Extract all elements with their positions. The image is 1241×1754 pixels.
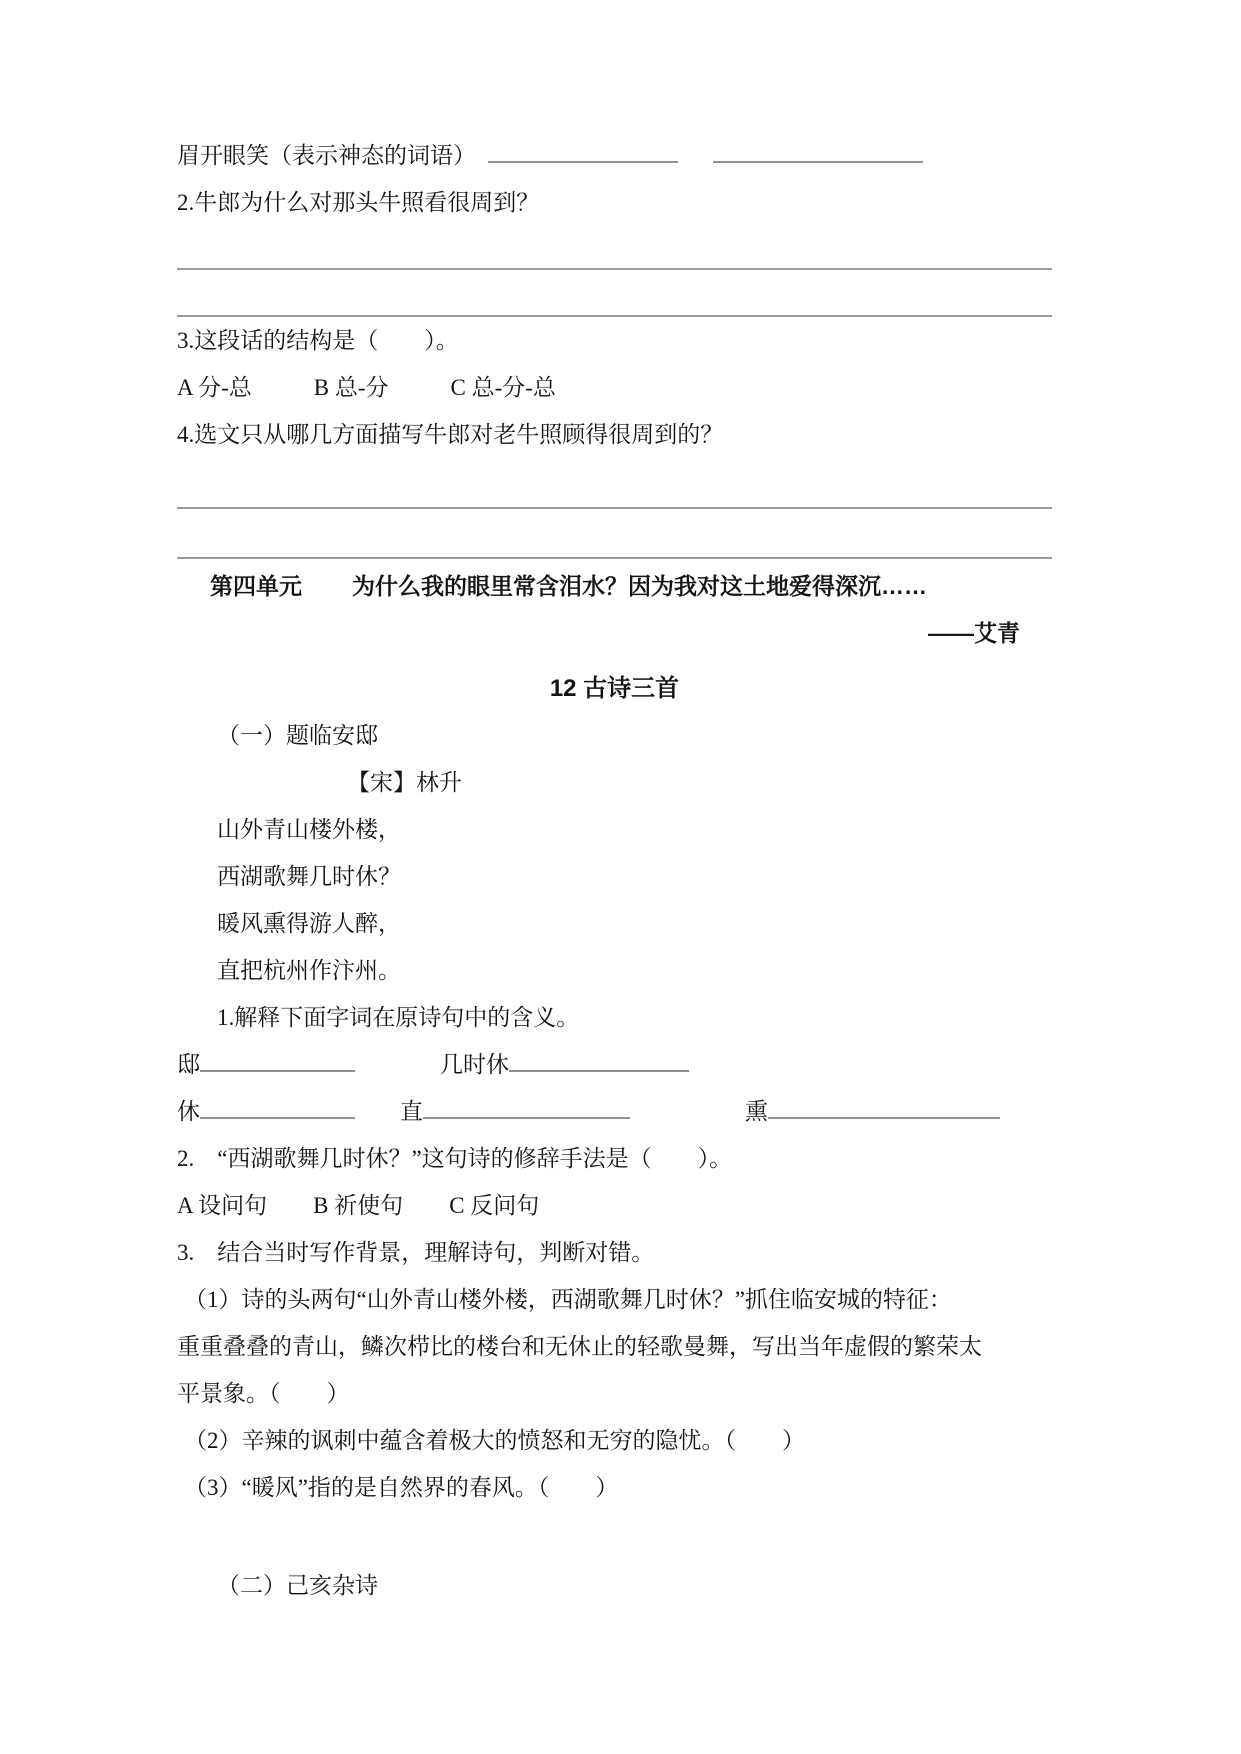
unit-header [177, 563, 1052, 610]
spacer [177, 1511, 1052, 1562]
unit-number: 第四单元 [210, 573, 302, 599]
question-4: 4.选文只从哪几方面描写牛郎对老牛照顾得很周到的？ [177, 422, 724, 447]
blank-underline [768, 1091, 1000, 1119]
question-2: 2.牛郎为什么对那头牛照看很周到？ [177, 190, 540, 215]
lesson-title: 12 古诗三首 [549, 675, 680, 702]
blank-underline [200, 1091, 355, 1119]
judge-item-2: （2）辛辣的讽刺中蕴含着极大的愤怒和无穷的隐忧。（ ） [184, 1428, 805, 1453]
option-b: B 祈使句 [313, 1193, 404, 1218]
terms-row-2 [177, 1088, 1052, 1135]
part1-question-2-options [177, 1182, 1052, 1229]
spacer [177, 509, 1052, 557]
part1-heading: （一）题临安邸 [217, 723, 378, 748]
part1-question-2: 2. “西湖歌舞几时休？”这句诗的修辞手法是（ ）。 [177, 1146, 733, 1171]
part1-question-1: 1.解释下面字词在原诗句中的含义。 [217, 1005, 580, 1030]
judge-item-1-line-2: 重重叠叠的青山，鳞次栉比的楼台和无休止的轻歌曼舞，写出当年虚假的繁荣太 [177, 1334, 982, 1359]
poem-line-4: 直把杭州作汴州。 [217, 958, 401, 983]
term-zhi: 直 [400, 1099, 423, 1124]
blank-underline [423, 1091, 630, 1119]
spacer [177, 657, 1052, 665]
poem-line-3: 暖风熏得游人醉， [217, 911, 401, 936]
option-a: A 设问句 [177, 1193, 268, 1218]
question-3-options [177, 364, 1052, 411]
part2-heading: （二）己亥杂诗 [217, 1573, 378, 1598]
unit-quote-author: ——艾青 [928, 620, 1020, 646]
terms-row-1 [177, 1041, 1052, 1088]
judge-item-1-line-1: （1）诗的头两句“山外青山楼外楼，西湖歌舞几时休？”抓住临安城的特征： [184, 1287, 952, 1312]
fill-in-prompt: 眉开眼笑（表示神态的词语） [177, 143, 476, 168]
term-jishixiu: 几时休 [440, 1052, 509, 1077]
option-b: B 总-分 [313, 375, 389, 400]
term-xiu: 休 [177, 1099, 200, 1124]
spacer [177, 226, 1052, 268]
unit-quote: 为什么我的眼里常含泪水？因为我对这土地爱得深沉…… [352, 573, 927, 599]
question-3: 3.这段话的结构是（ ）。 [177, 328, 459, 353]
blank-underline [488, 135, 678, 163]
blank-underline [509, 1044, 689, 1072]
spacer [177, 458, 1052, 507]
poem-line-1: 山外青山楼外楼， [217, 817, 401, 842]
spacer [177, 270, 1052, 315]
option-c: C 反问句 [449, 1193, 540, 1218]
poet-line: 【宋】林升 [347, 770, 462, 795]
option-c: C 总-分-总 [450, 375, 556, 400]
term-di: 邸 [177, 1052, 200, 1077]
part1-question-3: 3. 结合当时写作背景，理解诗句，判断对错。 [177, 1240, 655, 1265]
blank-underline [200, 1044, 355, 1072]
option-a: A 分-总 [177, 375, 252, 400]
poem-line-2: 西湖歌舞几时休？ [217, 864, 401, 889]
term-xun: 熏 [745, 1099, 768, 1124]
fill-in-line [177, 132, 1052, 179]
blank-underline [713, 135, 923, 163]
judge-item-1-line-3: 平景象。（ ） [177, 1381, 350, 1406]
judge-item-3: （3）“暖风”指的是自然界的春风。（ ） [184, 1475, 619, 1500]
